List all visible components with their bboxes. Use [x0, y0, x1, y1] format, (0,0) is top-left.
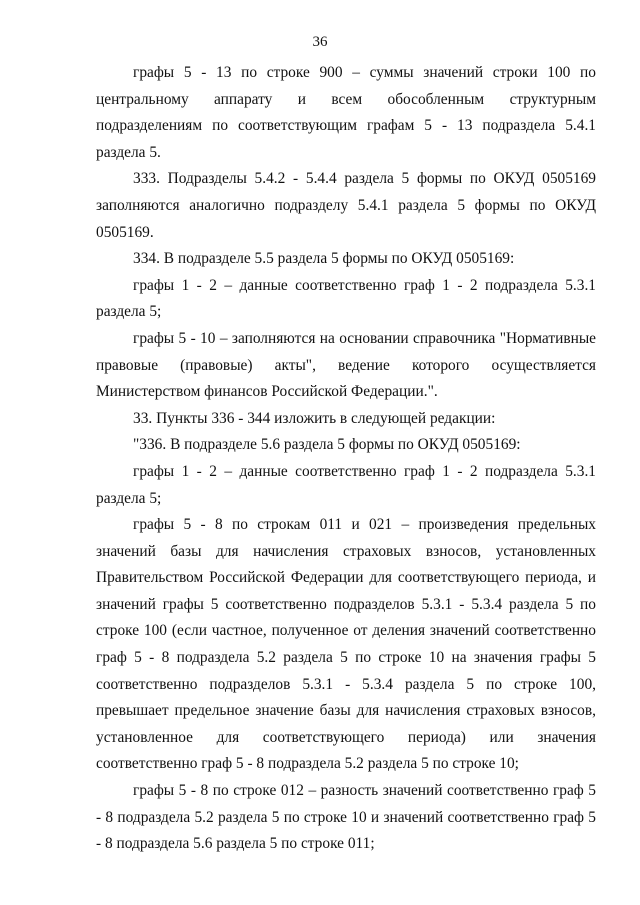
- paragraph-graphs-5-8-lines-011-021: графы 5 - 8 по строкам 011 и 021 – произведения предельных значений базы для начисления страховых взносов, установленных Правительством Российской Федерации для соответствующего периода, и значений графы 5 соответственно подразделов 5.3.1 - 5.3.4 раздела 5 по строке 100 (если частное, полученное от деления значений соответственно граф 5 - 8 подраздела 5.2 раздела 5 по строке 10 на значения графы 5 соответственно подразделов 5.3.1 - 5.3.4 раздела 5 по строке 100, превышает предельное значение базы для начисления страховых взносов, установленное для соответствующего периода) или значения соответственно граф 5 - 8 подраздела 5.2 раздела 5 по строке 10;: [96, 516, 596, 773]
- page-number: 36: [312, 34, 328, 50]
- paragraph-item-33: 33. Пункты 336 - 344 изложить в следующей редакции:: [133, 409, 496, 427]
- paragraph-graphs-1-2-section-5-6: графы 1 - 2 – данные соответственно граф 1 - 2 подраздела 5.3.1 раздела 5;: [96, 462, 596, 507]
- paragraph-graphs-5-13-line-900: графы 5 - 13 по строке 900 – суммы значений строки 100 по центральному аппарату и всем обособленным структурным подразделениям по соответствующим графам 5 - 13 подраздела 5.4.1 раздела 5.: [96, 64, 596, 161]
- paragraph-graphs-5-8-line-012: графы 5 - 8 по строке 012 – разность значений соответственно граф 5 - 8 подраздела 5.2 раздела 5 по строке 10 и значений соответственно граф 5 - 8 подраздела 5.6 раздела 5 по строке 011;: [96, 782, 596, 853]
- paragraph-336: "336. В подразделе 5.6 раздела 5 формы по ОКУД 0505169:: [133, 436, 521, 454]
- paragraph-334: 334. В подразделе 5.5 раздела 5 формы по ОКУД 0505169:: [133, 250, 515, 268]
- paragraph-graphs-5-10: графы 5 - 10 – заполняются на основании справочника "Нормативные правовые (правовые) акты", ведение которого осуществляется Министерством финансов Российской Федерации.".: [96, 329, 596, 401]
- document-body: [96, 60, 596, 858]
- paragraph-333: 333. Подразделы 5.4.2 - 5.4.4 раздела 5 формы по ОКУД 0505169 заполняются аналогично подразделу 5.4.1 раздела 5 формы по ОКУД 0505169.: [96, 170, 596, 241]
- paragraph-graphs-1-2-section-5-5: графы 1 - 2 – данные соответственно граф 1 - 2 подраздела 5.3.1 раздела 5;: [96, 276, 596, 321]
